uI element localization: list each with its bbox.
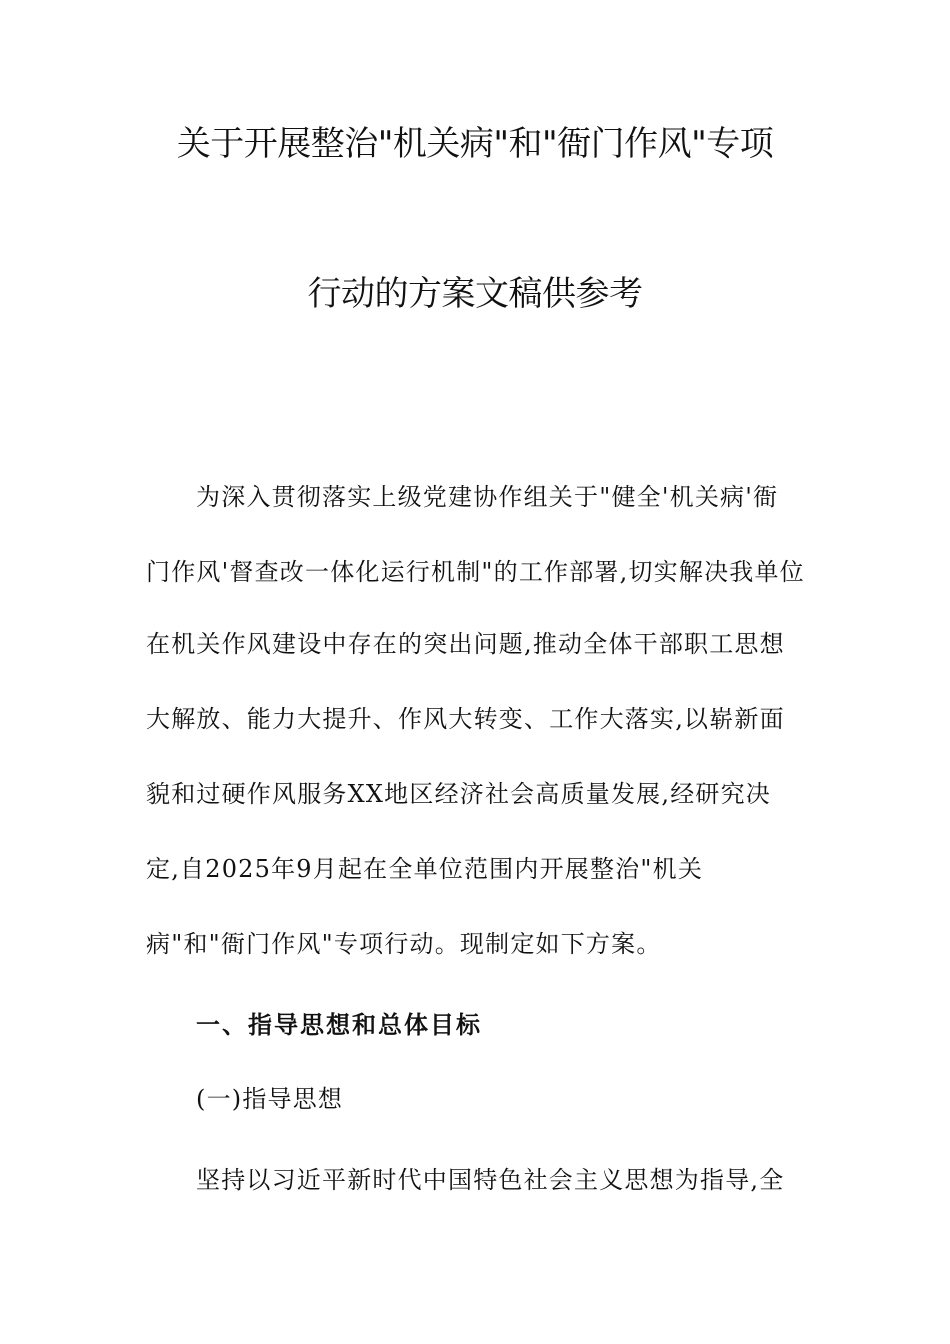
intro-paragraph-line: 病"和"衙门作风"专项行动。现制定如下方案。 [146, 930, 662, 958]
section-subheading: (一)指导思想 [196, 1085, 344, 1113]
section-paragraph-line: 坚持以习近平新时代中国特色社会主义思想为指导,全 [196, 1166, 785, 1194]
intro-paragraph-line: 大解放、能力大提升、作风大转变、工作大落实,以崭新面 [146, 705, 785, 733]
document-title-line-2: 行动的方案文稿供参考 [307, 274, 643, 314]
intro-paragraph-line: 在机关作风建设中存在的突出问题,推动全体干部职工思想 [146, 630, 785, 658]
section-heading: 一、指导思想和总体目标 [196, 1010, 482, 1039]
intro-paragraph-line: 门作风'督查改一体化运行机制"的工作部署,切实解决我单位 [146, 558, 805, 586]
intro-paragraph-line: 定,自2025年9月起在全单位范围内开展整治"机关 [146, 855, 704, 883]
intro-paragraph-line: 为深入贯彻落实上级党建协作组关于"健全'机关病'衙 [196, 483, 779, 511]
document-title-line-1: 关于开展整治"机关病"和"衙门作风"专项 [176, 124, 774, 164]
intro-paragraph-line: 貌和过硬作风服务XX地区经济社会高质量发展,经研究决 [146, 780, 771, 808]
